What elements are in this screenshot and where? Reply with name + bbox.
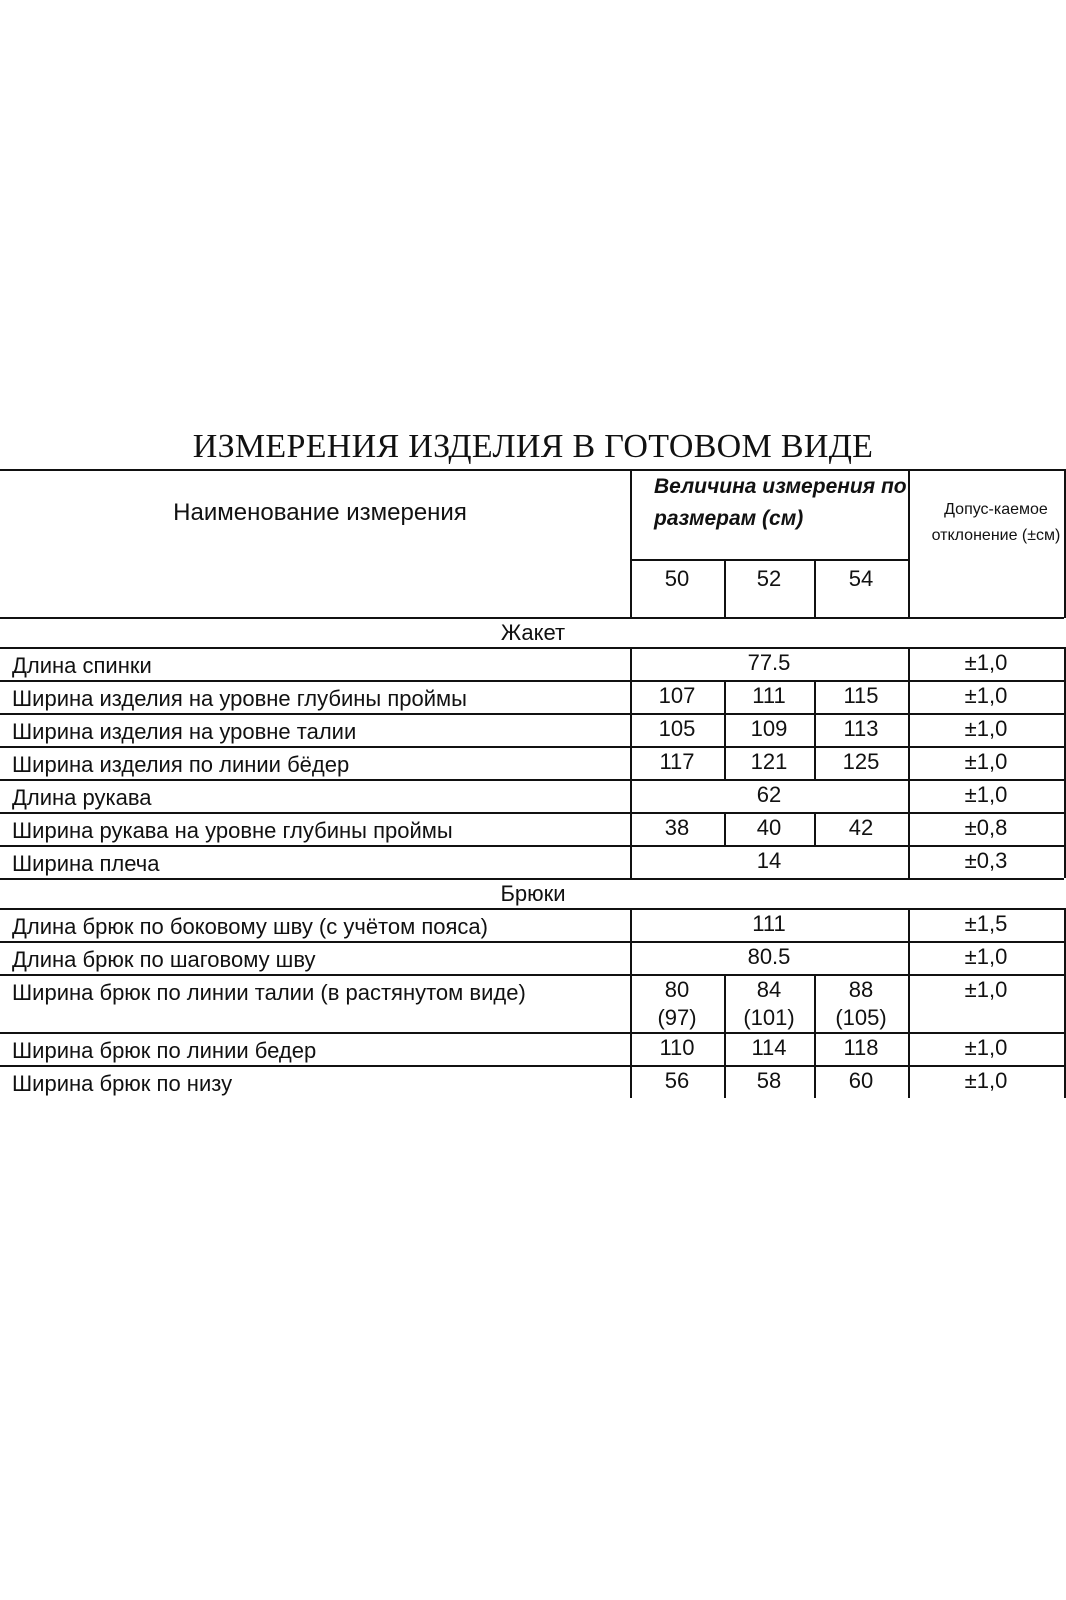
tolerance-value: ±1,0	[964, 782, 1008, 807]
grid-line	[814, 746, 816, 779]
measurement-value: 110	[659, 1035, 695, 1060]
grid-line	[724, 812, 726, 845]
header-name: Наименование измерения	[173, 499, 467, 526]
grid-line	[630, 1065, 632, 1098]
grid-line	[630, 908, 632, 941]
tolerance-value: ±1,0	[964, 944, 1008, 969]
size-54: 54	[848, 566, 874, 591]
grid-line	[0, 779, 1064, 781]
measurement-name: Ширина плеча	[12, 851, 160, 876]
measurement-name: Ширина брюк по низу	[12, 1071, 233, 1096]
grid-line	[908, 1065, 910, 1098]
grid-line	[908, 908, 910, 941]
tolerance-value: ±1,0	[964, 1068, 1008, 1093]
grid-line	[724, 680, 726, 713]
grid-line	[908, 647, 910, 680]
grid-line	[908, 746, 910, 779]
measurement-name: Ширина рукава на уровне глубины проймы	[12, 818, 453, 843]
measurements-table	[0, 469, 1066, 1109]
grid-line	[724, 713, 726, 746]
grid-line	[724, 559, 726, 618]
measurement-name: Длина спинки	[12, 653, 152, 678]
tolerance-value: ±1,0	[964, 977, 1008, 1002]
grid-line	[630, 941, 632, 974]
grid-line	[0, 941, 1064, 943]
grid-line	[814, 1032, 816, 1065]
page-title: ИЗМЕРЕНИЯ ИЗДЕЛИЯ В ГОТОВОМ ВИДЕ	[192, 428, 874, 465]
measurement-value: 105	[658, 716, 696, 741]
measurement-value: 88	[848, 977, 874, 1002]
tolerance-value: ±0,8	[964, 815, 1008, 840]
measurement-value-stretched: (105)	[835, 1005, 887, 1030]
grid-line	[0, 617, 1064, 619]
size-52: 52	[756, 566, 782, 591]
measurement-value: 84	[756, 977, 782, 1002]
grid-line	[630, 779, 632, 812]
measurement-name: Длина брюк по боковому шву (с учётом пояса)	[12, 914, 488, 939]
grid-line	[0, 1065, 1064, 1067]
measurement-name: Ширина изделия на уровне талии	[12, 719, 357, 744]
grid-line	[630, 713, 632, 746]
measurement-value: 77.5	[747, 650, 791, 675]
grid-line	[908, 469, 910, 618]
measurement-value: 40	[756, 815, 782, 840]
measurement-value: 58	[756, 1068, 782, 1093]
size-50: 50	[664, 566, 690, 591]
grid-line	[724, 974, 726, 1032]
tolerance-value: ±1,5	[964, 911, 1008, 936]
measurement-value: 117	[659, 749, 695, 774]
measurement-value: 14	[756, 848, 782, 873]
grid-line	[908, 941, 910, 974]
grid-line	[908, 974, 910, 1032]
tolerance-value: ±1,0	[964, 683, 1008, 708]
grid-line	[908, 713, 910, 746]
grid-line	[814, 812, 816, 845]
measurement-value-stretched: (97)	[657, 1005, 697, 1030]
grid-line	[724, 1032, 726, 1065]
grid-line	[0, 845, 1064, 847]
tolerance-value: ±1,0	[964, 716, 1008, 741]
measurement-name: Ширина брюк по линии талии (в растянутом виде)	[12, 980, 526, 1005]
grid-line	[908, 779, 910, 812]
measurement-value: 111	[752, 683, 786, 708]
grid-line	[630, 680, 632, 713]
measurement-value: 62	[756, 782, 782, 807]
measurement-value: 42	[848, 815, 874, 840]
grid-line	[630, 1032, 632, 1065]
tolerance-value: ±1,0	[964, 1035, 1008, 1060]
grid-line	[630, 812, 632, 845]
grid-line	[0, 974, 1064, 976]
measurement-value: 80	[664, 977, 690, 1002]
tolerance-value: ±1,0	[964, 749, 1008, 774]
grid-line	[630, 974, 632, 1032]
grid-line	[0, 680, 1064, 682]
grid-line	[908, 1032, 910, 1065]
grid-line	[630, 746, 632, 779]
grid-line	[0, 1032, 1064, 1034]
measurement-value: 114	[751, 1035, 787, 1060]
grid-line	[630, 845, 632, 878]
grid-line	[724, 746, 726, 779]
grid-line	[724, 1065, 726, 1098]
grid-line	[814, 713, 816, 746]
section-title: Жакет	[500, 620, 566, 645]
measurement-value: 125	[842, 749, 880, 774]
header-sizes-label: Величина измерения по размерам (см)	[654, 475, 907, 530]
grid-line	[814, 680, 816, 713]
measurement-name: Ширина изделия на уровне глубины проймы	[12, 686, 467, 711]
grid-line	[908, 680, 910, 713]
tolerance-value: ±1,0	[964, 650, 1008, 675]
measurement-name: Ширина изделия по линии бёдер	[12, 752, 350, 777]
tolerance-value: ±0,3	[964, 848, 1008, 873]
measurement-value: 118	[843, 1035, 879, 1060]
grid-line	[630, 559, 908, 561]
grid-line	[814, 974, 816, 1032]
grid-line	[630, 647, 632, 680]
grid-line	[0, 746, 1064, 748]
grid-line	[0, 812, 1064, 814]
grid-line	[0, 469, 1064, 471]
measurement-value: 121	[750, 749, 788, 774]
grid-line	[630, 469, 632, 618]
measurement-value: 38	[664, 815, 690, 840]
measurement-value: 115	[843, 683, 879, 708]
measurement-value: 113	[843, 716, 879, 741]
measurement-value: 80.5	[747, 944, 791, 969]
measurement-value: 107	[658, 683, 696, 708]
grid-line	[0, 908, 1064, 910]
measurement-name: Длина брюк по шаговому шву	[12, 947, 316, 972]
measurement-name: Ширина брюк по линии бедер	[12, 1038, 317, 1063]
grid-line	[908, 845, 910, 878]
grid-line	[0, 647, 1064, 649]
header-tolerance: Допус-каемое отклонение (±см)	[931, 501, 1061, 544]
measurement-value-stretched: (101)	[743, 1005, 795, 1030]
grid-line	[0, 713, 1064, 715]
section-title: Брюки	[500, 881, 566, 906]
measurement-value: 111	[752, 911, 786, 936]
measurement-value: 60	[848, 1068, 874, 1093]
measurement-name: Длина рукава	[12, 785, 152, 810]
grid-line	[814, 559, 816, 618]
measurement-value: 109	[750, 716, 788, 741]
grid-line	[814, 1065, 816, 1098]
grid-line	[908, 812, 910, 845]
grid-line	[0, 878, 1064, 880]
measurement-value: 56	[664, 1068, 690, 1093]
